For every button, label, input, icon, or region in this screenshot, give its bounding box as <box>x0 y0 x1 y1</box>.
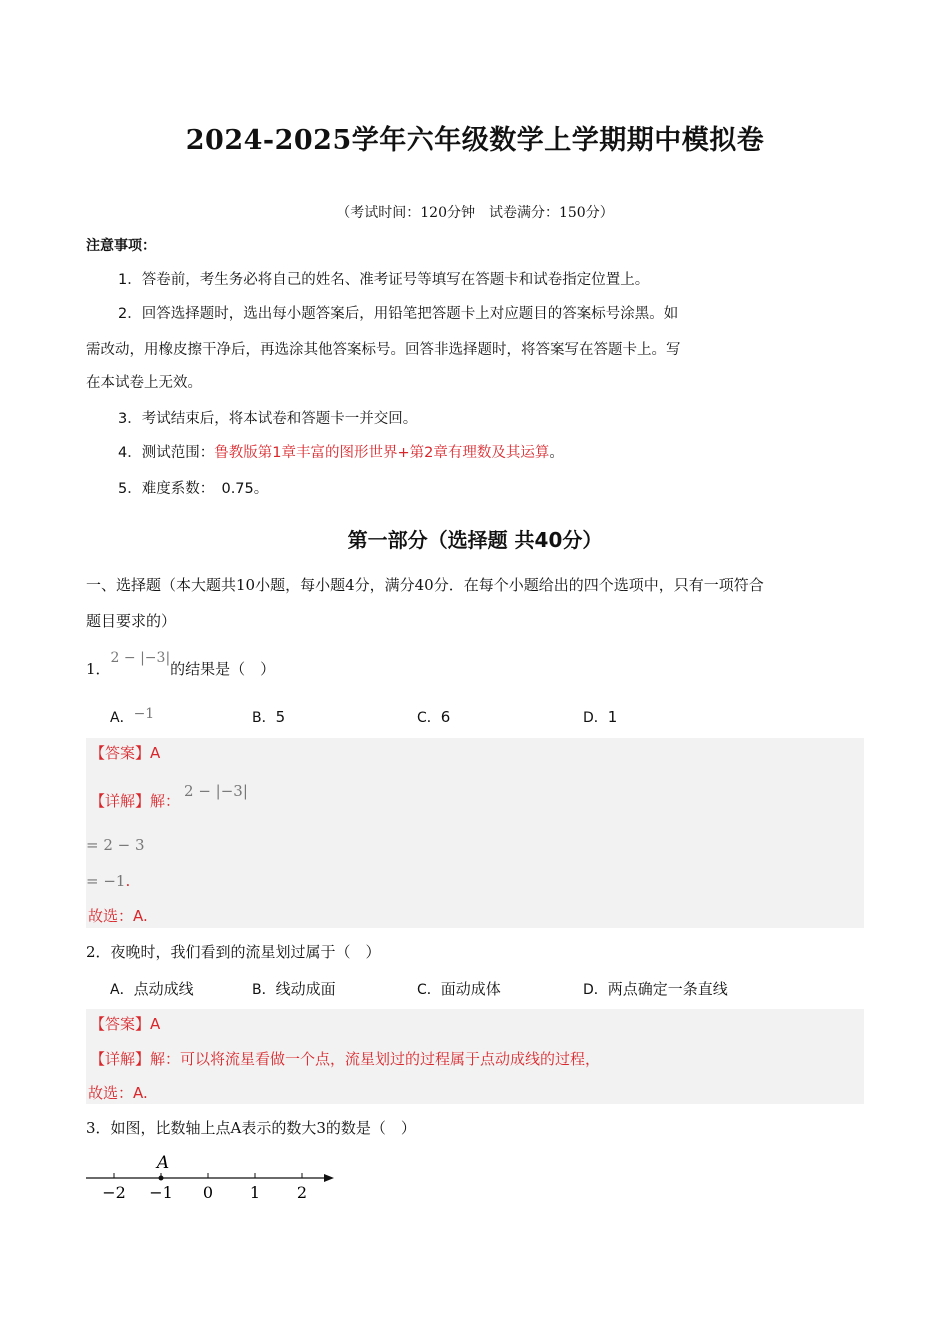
detail-prefix: 解： <box>150 792 181 810</box>
question-1-number: 1． <box>86 660 111 678</box>
number-line-arrow <box>324 1174 334 1182</box>
question-1-expression: 2 − |−3| <box>110 650 171 666</box>
point-a-label: A <box>156 1153 170 1173</box>
question-1-option-b[interactable]: B．5 <box>252 708 286 726</box>
question-3-stem: 如图，比数轴上点A表示的数大3的数是（ ） <box>110 1119 416 1137</box>
question-2-answer-box <box>86 1009 864 1104</box>
question-2-number: 2． <box>86 943 111 961</box>
answer-value: A <box>150 744 161 762</box>
notice-item-5: 5．难度系数： 0.75。 <box>118 481 269 497</box>
question-1 <box>86 650 276 680</box>
notice-item-2-line-2: 需改动，用橡皮擦干净后，再选涂其他答案标号。回答非选择题时，将答案写在答题卡上。写 <box>86 342 681 358</box>
notice-item-3: 3．考试结束后，将本试卷和答题卡一并交回。 <box>118 411 418 427</box>
question-2-stem: 夜晚时，我们看到的流星划过属于（ ） <box>110 943 381 961</box>
section-intro-line-2: 题目要求的） <box>86 612 177 630</box>
question-2-option-d[interactable]: D．两点确定一条直线 <box>583 980 728 998</box>
answer-label: 【答案】 <box>90 744 151 762</box>
number-line-ticks <box>102 1173 307 1202</box>
number-line-tick-label: −1 <box>149 1183 173 1202</box>
question-1-stem: 的结果是（ ） <box>170 660 276 678</box>
answer-value: A <box>150 1015 161 1033</box>
notice-item-4-suffix: 。 <box>549 445 564 461</box>
number-line-figure <box>80 1148 350 1208</box>
test-scope: 鲁教版第1章丰富的图形世界+第2章有理数及其运算 <box>214 445 550 461</box>
question-3-number: 3． <box>86 1119 111 1137</box>
solution-step-1: = 2 − 3 <box>86 836 145 854</box>
detail-expression: 2 − |−3| <box>184 782 248 800</box>
notice-item-2-line-3: 在本试卷上无效。 <box>86 375 202 391</box>
question-3 <box>86 1118 416 1138</box>
question-2-option-a[interactable]: A．点动成线 <box>110 980 194 998</box>
question-2-option-b[interactable]: B．线动成面 <box>252 980 336 998</box>
question-2-answer <box>90 1014 160 1034</box>
question-1-option-a[interactable]: A．−1 <box>110 706 155 726</box>
notice-item-1: 1．答卷前，考生务必将自己的姓名、准考证号等填写在答题卡和试卷指定位置上。 <box>118 272 650 288</box>
detail-label: 【详解】 <box>90 792 151 810</box>
question-1-option-c[interactable]: C．6 <box>417 708 451 726</box>
question-1-option-d[interactable]: D．1 <box>583 708 618 726</box>
notice-item-4-prefix: 4．测试范围： <box>118 445 215 461</box>
notice-item-2-line-1: 2．回答选择题时，选出每小题答案后，用铅笔把答题卡上对应题目的答案标号涂黑。如 <box>118 306 679 322</box>
question-1-answer-box <box>86 738 864 928</box>
question-1-detail <box>90 782 248 811</box>
page-title: 2024-2025学年六年级数学上学期期中模拟卷 <box>185 125 765 156</box>
point-a-marker <box>159 1176 164 1181</box>
question-2-option-c[interactable]: C．面动成体 <box>417 980 501 998</box>
question-2-conclusion: 故选：A. <box>88 1084 148 1102</box>
question-2-detail <box>90 1049 600 1069</box>
notice-heading: 注意事项： <box>86 238 156 254</box>
number-line-tick-label: 1 <box>249 1183 261 1202</box>
question-1-answer <box>90 743 160 763</box>
number-line-tick-label: 2 <box>296 1183 308 1202</box>
notice-item-4 <box>118 443 564 463</box>
number-line-tick-label: −2 <box>102 1183 126 1202</box>
question-2 <box>86 942 381 962</box>
section-intro-line-1: 一、选择题（本大题共10小题，每小题4分，满分40分．在每个小题给出的四个选项中，只有一项符合 <box>86 576 764 594</box>
detail-text: 解：可以将流星看做一个点，流星划过的过程属于点动成线的过程， <box>150 1050 601 1068</box>
answer-label: 【答案】 <box>90 1015 151 1033</box>
solution-step-2: = −1. <box>86 872 131 890</box>
number-line-tick-label: 0 <box>202 1183 214 1202</box>
question-1-conclusion: 故选：A. <box>88 907 148 925</box>
exam-info: （考试时间：120分钟 试卷满分：150分） <box>336 205 614 221</box>
detail-label: 【详解】 <box>90 1050 151 1068</box>
section-title: 第一部分（选择题 共40分） <box>347 528 603 552</box>
